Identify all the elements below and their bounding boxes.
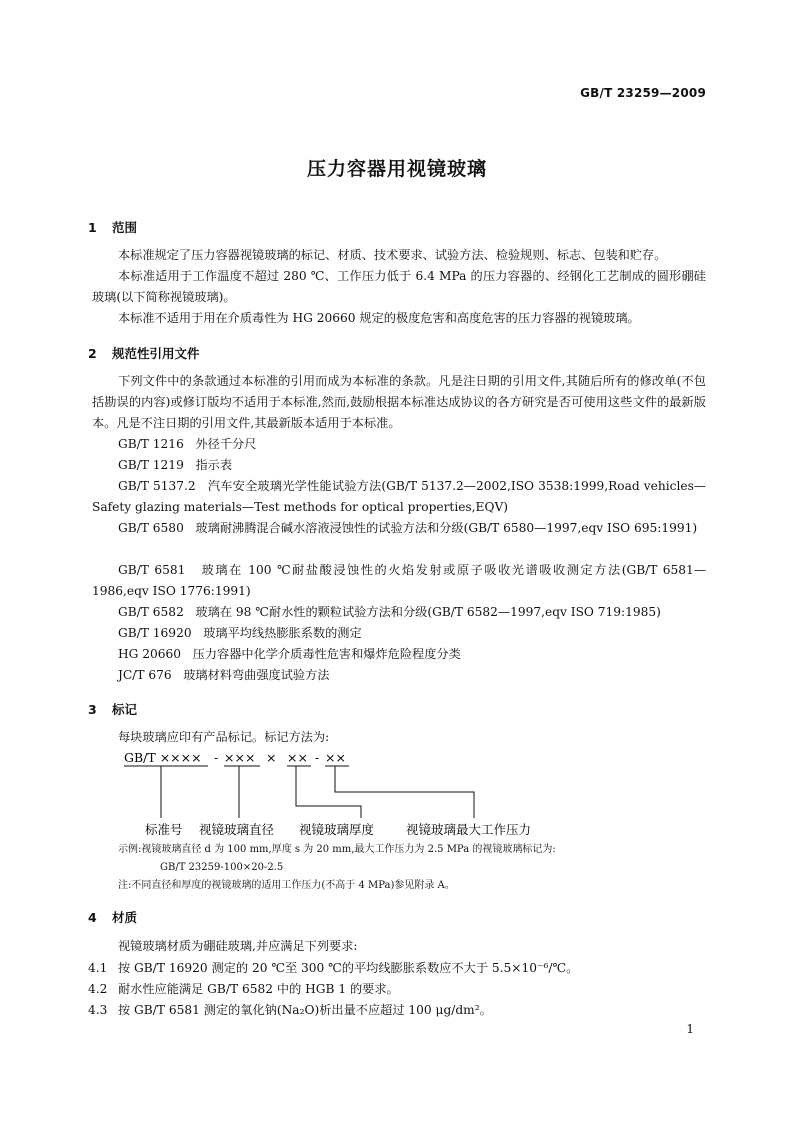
marking-example-code: GB/T 23259-100×20-2.5 — [160, 862, 284, 873]
clause-item — [88, 979, 399, 1000]
reference-code: GB/T 6582 — [118, 605, 184, 619]
document-title: 压力容器用视镜玻璃 — [306, 158, 487, 180]
marking-diameter: ××× — [224, 752, 256, 765]
standard-code: GB/T 23259—2009 — [580, 86, 706, 100]
reference-code: GB/T 6581 — [118, 563, 186, 577]
clause-text: 按 GB/T 6581 测定的氧化钠(Na₂O)析出量不应超过 100 μg/dm²。 — [118, 1003, 492, 1017]
reference-title: 玻璃材料弯曲强度试验方法 — [183, 668, 330, 682]
section-number: 3 — [88, 702, 97, 717]
section-2-intro: 下列文件中的条款通过本标准的引用而成为本标准的条款。凡是注日期的引用文件,其随后所有的修改单(不包括勘误的内容)或修订版均不适用于本标准,然而,鼓励根据本标准达成协议的各方研究是否可使用这些文件的最新版本。凡是不注日期的引用文件,其最新版本适用于本标准。 — [92, 374, 706, 430]
section-4-intro: 视镜玻璃材质为硼硅玻璃,并应满足下列要求: — [118, 939, 358, 953]
reference-code: GB/T 5137.2 — [118, 479, 196, 493]
reference-title: 玻璃耐沸腾混合碱水溶液浸蚀性的试验方法和分级(GB/T 6580—1997,eqv ISO 695:1991) — [195, 521, 698, 535]
marking-pressure: ×× — [325, 752, 346, 765]
reference-title: 玻璃平均线热膨胀系数的测定 — [203, 626, 362, 640]
reference-item — [118, 623, 708, 644]
label-thickness: 视镜玻璃厚度 — [299, 822, 375, 837]
reference-code: GB/T 6580 — [118, 521, 184, 535]
page-number: 1 — [686, 1022, 694, 1036]
marking-diagram — [118, 752, 578, 840]
marking-thickness: ×× — [287, 752, 308, 765]
section-title: 规范性引用文件 — [112, 346, 200, 361]
label-diameter: 视镜玻璃直径 — [199, 822, 275, 837]
marking-prefix: GB/T ×××× — [124, 752, 202, 765]
section-1-paragraph-1: 本标准规定了压力容器视镜玻璃的标记、材质、技术要求、试验方法、检验规则、标志、包装和贮存。 — [118, 248, 667, 262]
reference-title: 汽车安全玻璃光学性能试验方法(GB/T 5137.2—2002,ISO 3538:1999,Road vehicles—Safety glazing materials—Test methods for optical properties,EQV) — [92, 479, 707, 514]
section-2-heading — [88, 344, 200, 362]
reference-item — [92, 560, 706, 602]
reference-code: GB/T 16920 — [118, 626, 192, 640]
reference-title: 玻璃在 100 ℃耐盐酸浸蚀性的火焰发射或原子吸收光谱吸收测定方法(GB/T 6581—1986,eqv ISO 1776:1991) — [92, 563, 707, 598]
leader-pressure — [335, 766, 474, 818]
section-number: 4 — [88, 910, 97, 925]
clause-number: 4.2 — [88, 982, 108, 996]
reference-code: GB/T 1219 — [118, 458, 184, 472]
reference-code: JC/T 676 — [118, 668, 172, 682]
reference-item — [118, 602, 708, 623]
reference-item — [118, 665, 708, 686]
marking-times: × — [266, 752, 277, 765]
marking-separator: - — [315, 752, 320, 765]
label-standard: 标准号 — [145, 822, 183, 837]
clause-text: 耐水性应能满足 GB/T 6582 中的 HGB 1 的要求。 — [118, 982, 399, 996]
label-pressure: 视镜玻璃最大工作压力 — [406, 822, 532, 837]
section-4-heading — [88, 908, 137, 926]
section-1-paragraph-3: 本标准不适用于用在介质毒性为 HG 20660 规定的极度危害和高度危害的压力容器的视镜玻璃。 — [118, 311, 640, 325]
reference-code: GB/T 1216 — [118, 437, 184, 451]
reference-item — [118, 434, 708, 455]
reference-item — [92, 518, 706, 539]
reference-title: 玻璃在 98 ℃耐水性的颗粒试验方法和分级(GB/T 6582—1997,eqv ISO 719:1985) — [195, 605, 661, 619]
section-3-heading — [88, 700, 137, 718]
clause-item — [88, 958, 578, 979]
section-3-intro: 每块玻璃应印有产品标记。标记方法为: — [118, 730, 330, 744]
reference-item — [118, 455, 708, 476]
reference-title: 外径千分尺 — [195, 437, 257, 451]
marking-separator: - — [214, 752, 219, 765]
marking-note: 注:不同直径和厚度的视镜玻璃的适用工作压力(不高于 4 MPa)参见附录 A。 — [118, 880, 455, 891]
marking-example: 示例:视镜玻璃直径 d 为 100 mm,厚度 s 为 20 mm,最大工作压力为 2.5 MPa 的视镜玻璃标记为: — [118, 844, 556, 855]
reference-item — [118, 644, 708, 665]
section-title: 范围 — [112, 220, 138, 235]
section-1-paragraph-2: 本标准适用于工作温度不超过 280 ℃、工作压力低于 6.4 MPa 的压力容器的、经钢化工艺制成的圆形硼硅玻璃(以下简称视镜玻璃)。 — [92, 269, 706, 304]
section-number: 1 — [88, 220, 97, 235]
reference-title: 压力容器中化学介质毒性危害和爆炸危险程度分类 — [192, 647, 461, 661]
clause-number: 4.3 — [88, 1003, 108, 1017]
reference-code: HG 20660 — [118, 647, 182, 661]
section-number: 2 — [88, 346, 97, 361]
section-title: 标记 — [112, 702, 138, 717]
clause-number: 4.1 — [88, 961, 108, 975]
reference-item — [92, 476, 706, 518]
reference-title: 指示表 — [195, 458, 233, 472]
clause-text: 按 GB/T 16920 测定的 20 ℃至 300 ℃的平均线膨胀系数应不大于 5.5×10⁻⁶/℃。 — [118, 961, 579, 975]
section-1-heading — [88, 218, 137, 236]
section-title: 材质 — [112, 910, 138, 925]
clause-item — [88, 1000, 492, 1021]
